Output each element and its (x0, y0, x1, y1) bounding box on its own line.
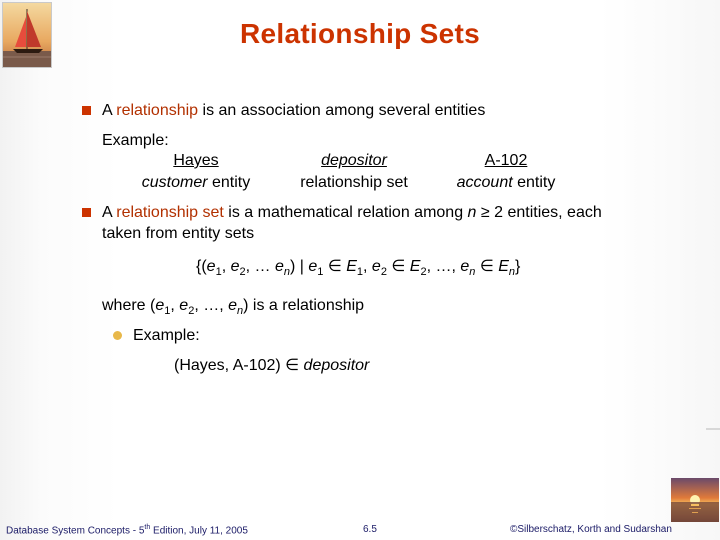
term-relationship: relationship (116, 102, 199, 119)
formula-ellipsis: , … (245, 258, 275, 275)
formula-e1: e (206, 258, 216, 275)
sub-1: 1 (317, 266, 324, 279)
bullet-1-text (102, 101, 485, 121)
formula-En: E (498, 258, 509, 275)
edge-mark (706, 428, 720, 430)
sub-1: 1 (164, 305, 171, 318)
sub-1: 1 (356, 266, 364, 279)
example-2-set: depositor (299, 357, 370, 374)
formula-en: e (274, 258, 284, 275)
where-prefix: where ( (102, 297, 156, 314)
bullet-1-prefix: A (102, 102, 117, 119)
formula-close: } (515, 258, 521, 275)
sub-2: 2 (239, 266, 246, 279)
footer-left-pre: Database System Concepts - 5 (6, 525, 145, 537)
formula-e2-member: e (371, 258, 381, 275)
sub-n: n (469, 266, 476, 279)
where-en: e (228, 297, 237, 314)
formula-ellipsis: , …, (426, 258, 461, 275)
sub-2: 2 (188, 305, 195, 318)
example-2-membership (174, 356, 369, 376)
example-hayes: Hayes (173, 152, 219, 169)
footer-left (6, 524, 248, 536)
footer-left-post: Edition, July 11, 2005 (150, 525, 248, 537)
where-comma: , (170, 297, 180, 314)
example-customer-entity (116, 172, 276, 194)
bullet-1-rest: is an association among several entities (198, 102, 486, 119)
account-entity-rest: entity (512, 174, 556, 191)
sub-2: 2 (380, 266, 387, 279)
customer-word: customer (141, 174, 208, 191)
term-relationship-set: relationship set (116, 204, 224, 221)
bullet-square-icon (82, 208, 91, 217)
example-depositor: depositor (321, 152, 387, 169)
example-2-tuple: (Hayes, A-102) (174, 357, 286, 374)
formula-bar: ) | (290, 258, 309, 275)
example-col-depositor (274, 150, 434, 194)
where-suffix: ) is a relationship (243, 297, 365, 314)
example-col-customer (116, 150, 276, 194)
bullet-2-prefix: A (102, 204, 117, 221)
bullet-2-mid: is a mathematical relation among (223, 204, 468, 221)
footer-left-sup: th (144, 524, 151, 531)
bullet-2-line-1 (102, 203, 602, 223)
bullet-square-icon (82, 106, 91, 115)
element-of-symbol: ∈ (285, 357, 300, 374)
where-e2: e (179, 297, 189, 314)
formula-E2: E (409, 258, 421, 275)
bullet-2-condition: ≥ 2 entities, each (476, 204, 602, 221)
formula-comma: , (363, 258, 372, 275)
example-account-entity (426, 172, 586, 194)
set-definition-formula (196, 256, 520, 278)
formula-E1: E (346, 258, 357, 275)
sub-2: 2 (420, 266, 427, 279)
bullet-2-line-2: taken from entity sets (102, 225, 255, 242)
sub-n: n (283, 266, 290, 279)
sunset-logo-icon (671, 478, 719, 522)
sub-n: n (508, 266, 516, 279)
sub-n: n (237, 305, 244, 318)
formula-open: {( (196, 258, 207, 275)
element-of-symbol: ∈ (386, 258, 410, 275)
where-e1: e (155, 297, 165, 314)
example-label: Example: (102, 132, 169, 149)
formula-e1-member: e (308, 258, 318, 275)
var-n: n (467, 204, 477, 221)
bullet-dot-icon (113, 331, 122, 340)
example-relationship-set: relationship set (300, 174, 408, 191)
where-line (102, 297, 364, 317)
footer-copyright: ©Silberschatz, Korth and Sudarshan (510, 524, 672, 535)
account-word: account (456, 174, 513, 191)
formula-en-member: e (460, 258, 470, 275)
slide-title: Relationship Sets (239, 18, 481, 49)
element-of-symbol: ∈ (323, 258, 347, 275)
sub-bullet-example-label: Example: (133, 327, 200, 344)
example-col-account (426, 150, 586, 194)
formula-comma: , (221, 258, 231, 275)
customer-entity-rest: entity (207, 174, 251, 191)
example-a102: A-102 (484, 152, 528, 169)
where-ellipsis: , …, (194, 297, 229, 314)
element-of-symbol: ∈ (475, 258, 499, 275)
sub-1: 1 (215, 266, 222, 279)
footer-page-number: 6.5 (363, 524, 377, 535)
formula-e2: e (230, 258, 240, 275)
